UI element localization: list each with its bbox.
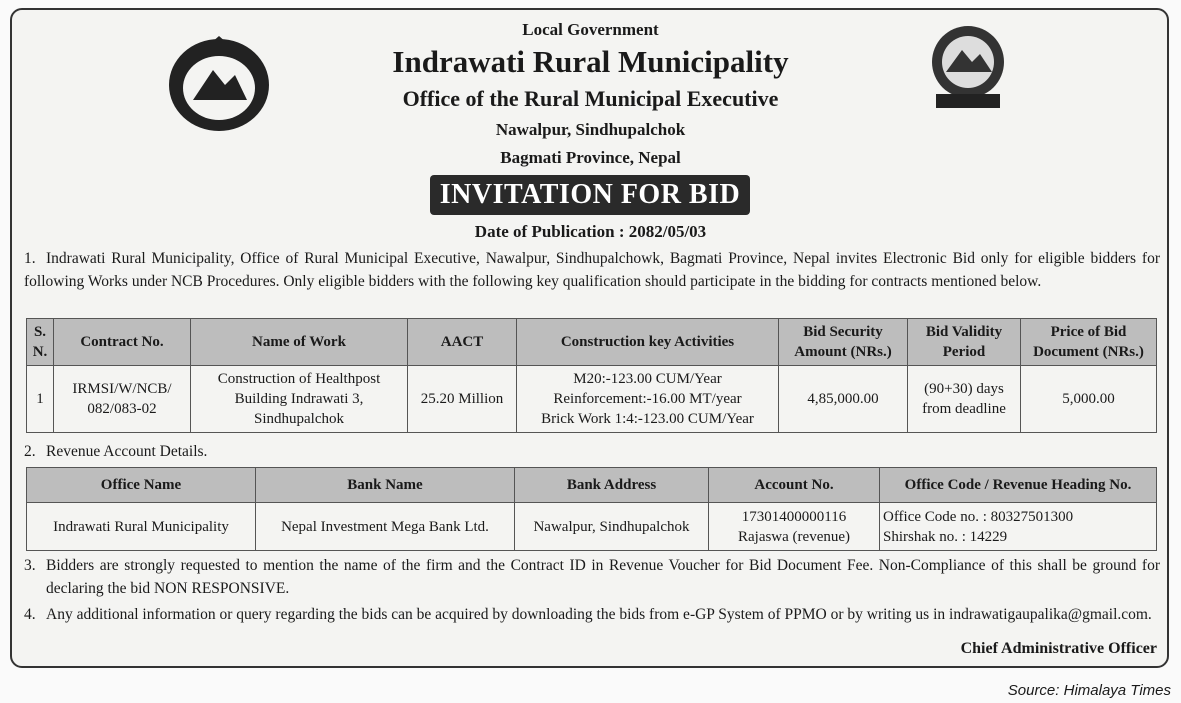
paragraph-1 xyxy=(24,247,1160,293)
cell-office-code xyxy=(880,503,1157,551)
column-header: Account No. xyxy=(709,468,880,503)
item-number: 3. xyxy=(24,557,36,574)
page-subtitle: Office of the Rural Municipal Executive xyxy=(402,86,779,111)
column-header: S. N. xyxy=(27,319,54,366)
revenue-table xyxy=(26,467,1157,551)
local-government-label: Local Government xyxy=(522,20,659,39)
shirshak-code: Shirshak no. : 14229 xyxy=(883,528,1008,545)
cell-contract-no: IRMSI/W/NCB/ 082/083-02 xyxy=(54,366,191,433)
paragraph-text: Revenue Account Details. xyxy=(46,443,208,460)
account-number: 17301400000116 xyxy=(741,508,847,525)
column-header: Bid Validity Period xyxy=(908,319,1021,366)
cell-name-of-work: Construction of Healthpost Building Indrawati 3, Sindhupalchok xyxy=(191,366,408,433)
cell-bank-name: Nepal Investment Mega Bank Ltd. xyxy=(256,503,515,551)
column-header: Bid Security Amount (NRs.) xyxy=(779,319,908,366)
publication-date: Date of Publication : 2082/05/03 xyxy=(474,222,707,241)
table-header-row xyxy=(27,319,1157,366)
column-header: Bank Address xyxy=(515,468,709,503)
activity-line: M20:-123.00 CUM/Year xyxy=(573,371,722,387)
page-title: Indrawati Rural Municipality xyxy=(392,44,789,79)
cell-bank-address: Nawalpur, Sindhupalchok xyxy=(515,503,709,551)
paragraph-4 xyxy=(24,603,1160,626)
paragraph-2 xyxy=(24,440,1160,463)
signature-title: Chief Administrative Officer xyxy=(960,640,1157,657)
invitation-banner: INVITATION FOR BID xyxy=(430,175,750,215)
cell-activities xyxy=(517,366,779,433)
activity-line: Brick Work 1:4:-123.00 CUM/Year xyxy=(541,411,754,427)
cell-office-name: Indrawati Rural Municipality xyxy=(27,503,256,551)
account-note: Rajaswa (revenue) xyxy=(737,528,851,545)
address-line-1: Nawalpur, Sindhupalchok xyxy=(495,120,686,139)
column-header: Office Code / Revenue Heading No. xyxy=(880,468,1157,503)
column-header: Bank Name xyxy=(256,468,515,503)
paragraph-3 xyxy=(24,554,1160,600)
paragraph-text: Any additional information or query regarding the bids can be acquired by downloading the bids from e-GP System of PPMO or by writing us in indrawatigaupalika@gmail.com. xyxy=(46,606,1152,623)
table-row xyxy=(27,366,1157,433)
table-row xyxy=(27,503,1157,551)
column-header: Price of Bid Document (NRs.) xyxy=(1021,319,1157,366)
column-header: Name of Work xyxy=(191,319,408,366)
item-number: 2. xyxy=(24,443,36,460)
column-header: AACT xyxy=(408,319,517,366)
item-number: 4. xyxy=(24,606,36,623)
table-header-row xyxy=(27,468,1157,503)
cell-sn: 1 xyxy=(27,366,54,433)
bid-table xyxy=(26,318,1157,433)
paragraph-text: Bidders are strongly requested to mention the name of the firm and the Contract ID in Revenue Voucher for Bid Document Fee. Non-Compliance of this shall be ground for declaring the bid NON RESPONSIVE. xyxy=(46,557,1160,597)
cell-document-price: 5,000.00 xyxy=(1021,366,1157,433)
paragraph-text: Indrawati Rural Municipality, Office of Rural Municipal Executive, Nawalpur, Sindhupalchowk, Bagmati Province, Nepal invites Electronic Bid only for eligible bidders for following Works under NCB Procedures. Only eligible bidders with the following key qualification should participate in the bidding for contracts mentioned below. xyxy=(24,250,1160,290)
column-header: Contract No. xyxy=(54,319,191,366)
activity-line: Reinforcement:-16.00 MT/year xyxy=(553,391,742,407)
item-number: 1. xyxy=(24,250,36,267)
cell-account-no xyxy=(709,503,880,551)
cell-aact: 25.20 Million xyxy=(408,366,517,433)
source-caption: Source: Himalaya Times xyxy=(1007,682,1171,699)
address-line-2: Bagmati Province, Nepal xyxy=(500,148,681,167)
column-header: Office Name xyxy=(27,468,256,503)
column-header: Construction key Activities xyxy=(517,319,779,366)
office-code: Office Code no. : 80327501300 xyxy=(883,508,1074,525)
cell-bid-security: 4,85,000.00 xyxy=(779,366,908,433)
cell-bid-validity: (90+30) days from deadline xyxy=(908,366,1021,433)
